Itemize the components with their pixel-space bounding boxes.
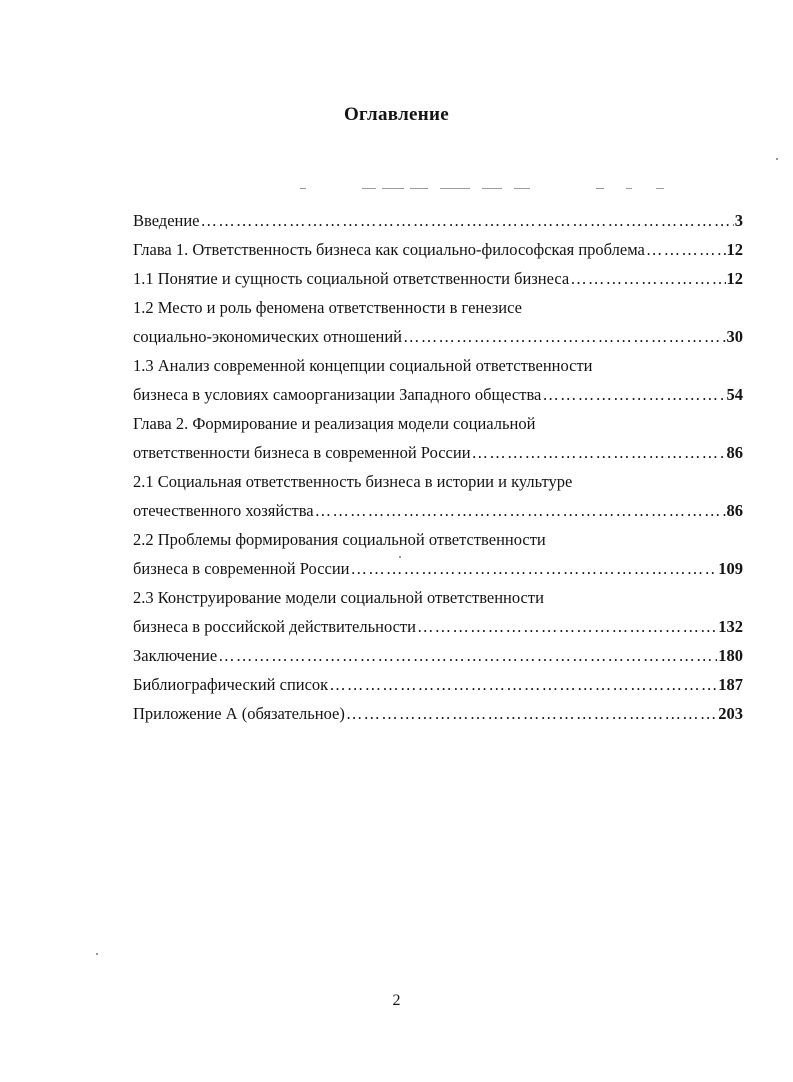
toc-entry-label: Глава 1. Ответственность бизнеса как социально-философская проблема: [133, 240, 645, 259]
toc-entry-bibliography[interactable]: [133, 670, 743, 699]
toc-entry-label: бизнеса в российской действительности: [133, 617, 416, 636]
toc-entry-label: Заключение: [133, 646, 218, 665]
toc-entry-section-2-3-line-2[interactable]: [133, 612, 743, 641]
dot-leader: [346, 699, 717, 728]
dot-leader: [201, 206, 734, 235]
toc-entry-section-1-1[interactable]: [133, 264, 743, 293]
toc-entry-label: бизнеса в условиях самоорганизации Западного общества: [133, 385, 542, 404]
dot-leader: [315, 496, 726, 525]
page-title: Оглавление: [343, 104, 450, 125]
toc-entry-page: 132: [718, 617, 743, 636]
toc-entry-label: 1.2 Место и роль феномена ответственности в генезисе: [133, 298, 522, 317]
toc-entry-label: 1.3 Анализ современной концепции социальной ответственности: [133, 356, 593, 375]
dot-leader: [542, 380, 725, 409]
toc-entry-chapter-2-line-2[interactable]: [133, 438, 743, 467]
toc-entry-page: 30: [726, 327, 743, 346]
toc-entry-page: 180: [718, 646, 743, 665]
toc-entry-label: ответственности бизнеса в современной России: [133, 443, 471, 462]
dot-leader: [329, 670, 717, 699]
toc-entry-chapter-1[interactable]: [133, 235, 743, 264]
dot-leader: [570, 264, 725, 293]
toc-entry-section-2-1-line-2[interactable]: [133, 496, 743, 525]
toc-entry-section-1-3-line-2[interactable]: [133, 380, 743, 409]
toc-entry-page: 54: [726, 385, 743, 404]
dot-leader: [646, 235, 726, 264]
scan-artifact: [300, 186, 680, 192]
toc-entry-page: 86: [726, 443, 743, 462]
toc-entry-label: 2.2 Проблемы формирования социальной ответственности: [133, 530, 546, 549]
toc-entry-label: Приложение А (обязательное): [133, 704, 345, 723]
table-of-contents: [133, 206, 743, 728]
toc-entry-section-2-2-line-1[interactable]: [133, 525, 743, 554]
scan-speck: [399, 556, 401, 558]
toc-entry-page: 86: [726, 501, 743, 520]
dot-leader: [417, 612, 717, 641]
toc-entry-page: 203: [718, 704, 743, 723]
toc-entry-page: 12: [726, 269, 743, 288]
dot-leader: [472, 438, 726, 467]
page-number: 2: [392, 992, 401, 1009]
toc-entry-appendix-a[interactable]: [133, 699, 743, 728]
dot-leader: [218, 641, 717, 670]
toc-entry-introduction[interactable]: [133, 206, 743, 235]
toc-entry-label: бизнеса в современной России: [133, 559, 350, 578]
toc-entry-section-1-3-line-1[interactable]: [133, 351, 743, 380]
toc-entry-label: социально-экономических отношений: [133, 327, 403, 346]
toc-entry-section-1-2-line-2[interactable]: [133, 322, 743, 351]
toc-entry-page: 3: [734, 211, 743, 230]
toc-entry-label: Введение: [133, 211, 200, 230]
toc-entry-section-2-1-line-1[interactable]: [133, 467, 743, 496]
scan-speck: [96, 953, 98, 955]
toc-entry-label: 1.1 Понятие и сущность социальной ответственности бизнеса: [133, 269, 570, 288]
scan-speck: [776, 158, 778, 160]
toc-entry-page: 187: [718, 675, 743, 694]
dot-leader: [403, 322, 725, 351]
toc-entry-label: 2.1 Социальная ответственность бизнеса в истории и культуре: [133, 472, 573, 491]
toc-entry-label: 2.3 Конструирование модели социальной ответственности: [133, 588, 544, 607]
toc-entry-label: отечественного хозяйства: [133, 501, 314, 520]
toc-entry-label: Глава 2. Формирование и реализация модели социальной: [133, 414, 536, 433]
toc-entry-label: Библиографический список: [133, 675, 329, 694]
toc-entry-page: 12: [726, 240, 743, 259]
toc-entry-conclusion[interactable]: [133, 641, 743, 670]
toc-entry-section-2-3-line-1[interactable]: [133, 583, 743, 612]
dot-leader: [351, 554, 718, 583]
toc-entry-page: 109: [718, 559, 743, 578]
toc-entry-section-2-2-line-2[interactable]: [133, 554, 743, 583]
toc-entry-section-1-2-line-1[interactable]: [133, 293, 743, 322]
toc-entry-chapter-2-line-1[interactable]: [133, 409, 743, 438]
